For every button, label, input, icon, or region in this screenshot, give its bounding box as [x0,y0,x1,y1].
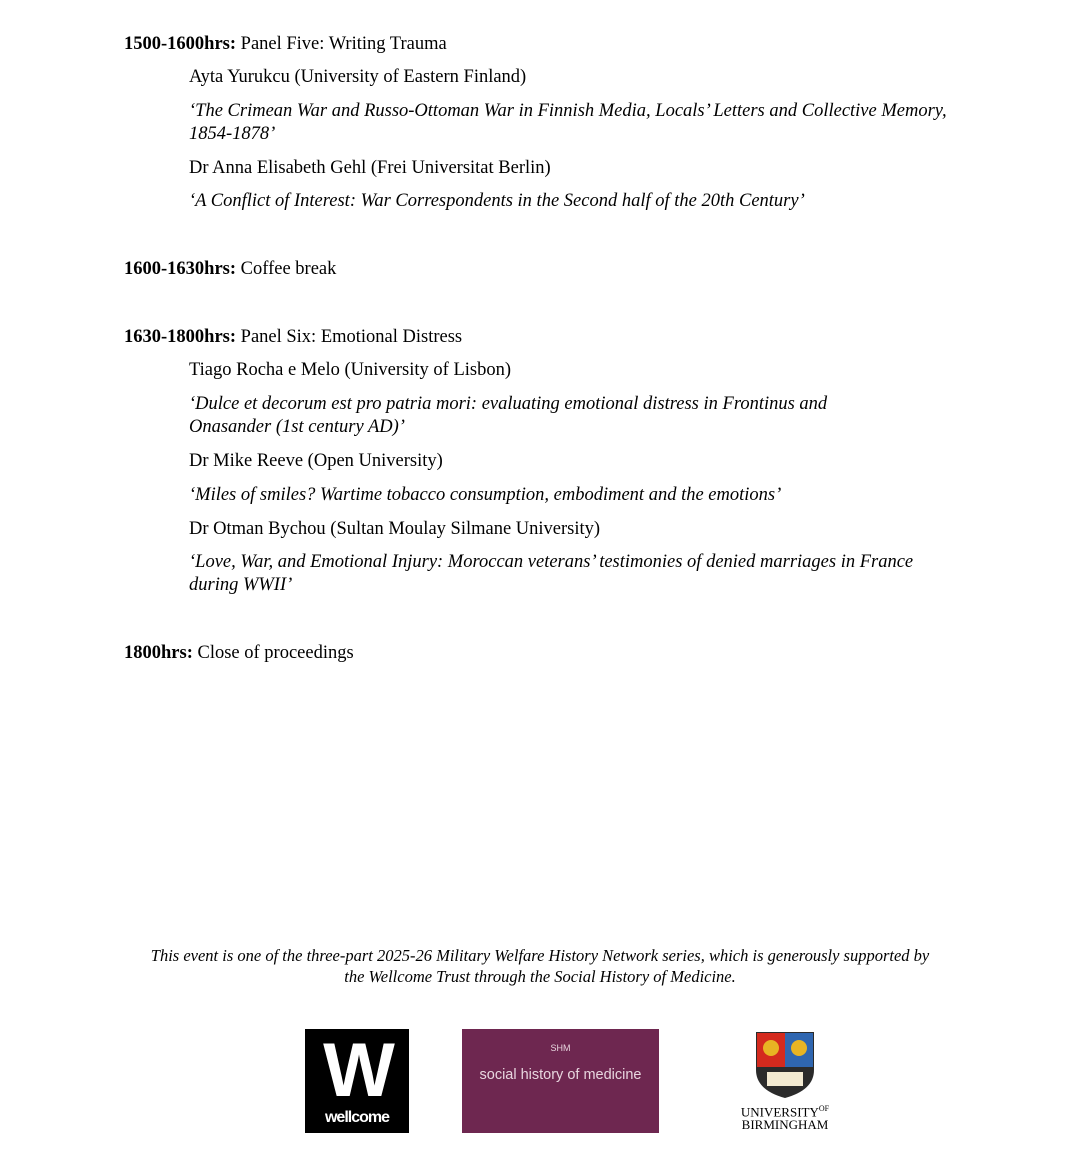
paper-title: ‘A Conflict of Interest: War Correspondents in the Second half of the 20th Century’ [189,191,805,211]
schedule-item: 1600-1630hrs: Coffee break [124,259,337,279]
speaker: Tiago Rocha e Melo (University of Lisbon) [189,360,511,380]
schedule-item: 1800hrs: Close of proceedings [124,643,354,663]
crest-icon [754,1030,816,1100]
speaker: Dr Otman Bychou (Sultan Moulay Silmane University) [189,519,601,539]
paper-title: ‘Dulce et decorum est pro patria mori: evaluating emotional distress in Frontinus and Onasander (1st century AD)’ [189,394,828,437]
funding-note: This event is one of the three-part 2025-26 Military Welfare History Network series, which is generously supported by the Wellcome Trust through the Social History of Medicine. [150,946,930,986]
social-history-of-medicine-logo: SHM social history of medicine [462,1029,659,1133]
speaker: Dr Anna Elisabeth Gehl (Frei Universitat Berlin) [189,158,551,178]
paper-title: ‘Miles of smiles? Wartime tobacco consumption, embodiment and the emotions’ [189,485,782,505]
speaker: Dr Mike Reeve (Open University) [189,451,443,471]
paper-title: ‘Love, War, and Emotional Injury: Moroccan veterans’ testimonies of denied marriages in France during WWII’ [189,552,914,595]
wellcome-logo: W wellcome [305,1029,409,1133]
speaker: Ayta Yurukcu (University of Eastern Finland) [189,67,527,87]
schedule-item: 1500-1600hrs: Panel Five: Writing Trauma [124,34,447,54]
university-of-birmingham-logo: $UNIVERSITY^{OF}$ BIRMINGHAM [730,1030,840,1134]
paper-title: ‘The Crimean War and Russo-Ottoman War in Finnish Media, Locals’ Letters and Collective Memory, 1854-1878’ [189,101,947,144]
schedule-item: 1630-1800hrs: Panel Six: Emotional Distress [124,327,463,347]
